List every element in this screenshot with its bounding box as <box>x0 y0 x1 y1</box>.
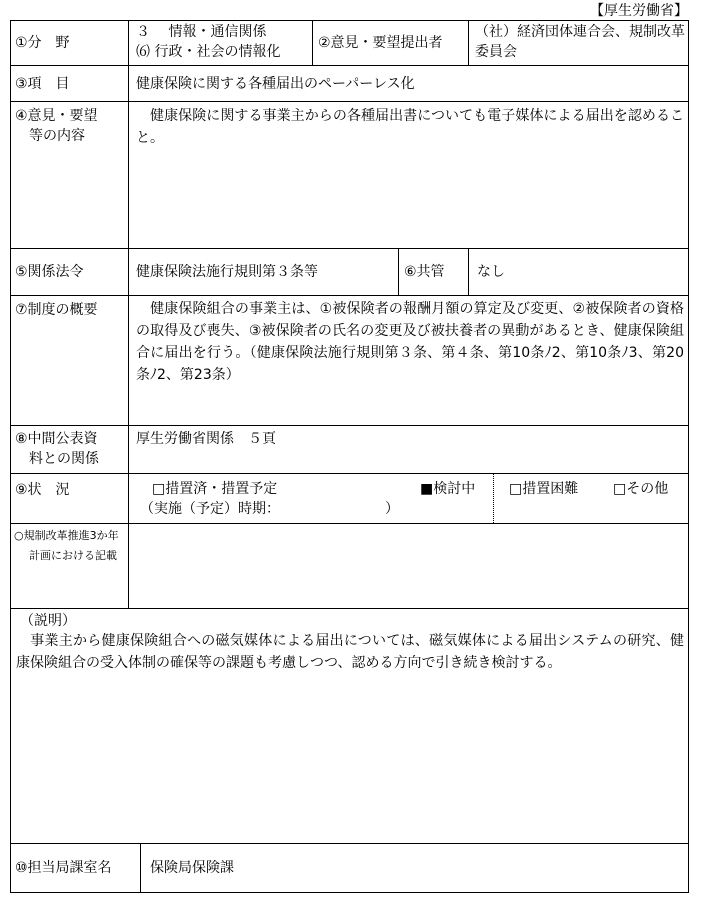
status-label: ⑨状 況 <box>15 482 70 498</box>
col-divider <box>140 843 141 893</box>
item-value: 健康保険に関する各種届出のペーパーレス化 <box>136 76 415 92</box>
system-overview-content: 健康保険組合の事業主は、①被保険者の報酬月額の算定及び変更、②被保険者の資格の取得及び喪失、③被保険者の氏名の変更及び被扶養者の異動があるとき、健康保険組合に届出を行う。（健康保険法施行規則第３条、第４条、第10条ﾉ2、第10条ﾉ3、第20条ﾉ2、第23条） <box>136 301 684 383</box>
system-overview-label: ⑦制度の概要 <box>15 302 98 318</box>
reform-plan-label-line2: 計画における記載 <box>29 549 117 562</box>
row-divider <box>10 65 689 66</box>
row-divider <box>10 523 689 524</box>
submitter-value: （社）経済団体連合会、規制改革委員会 <box>475 24 685 60</box>
row-divider <box>10 843 689 844</box>
interim-report-label-line1: ⑧中間公表資 <box>15 431 98 447</box>
status-option-difficult[interactable]: □措置困難 <box>509 481 579 497</box>
col-divider <box>468 20 469 65</box>
field-value-line1: ３ 情報・通信関係 <box>136 24 267 40</box>
explanation-title: （説明） <box>20 613 76 629</box>
responsible-bureau-value: 保険局保険課 <box>150 860 234 876</box>
field-label: ①分 野 <box>15 35 70 51</box>
row-divider <box>10 248 689 249</box>
reform-plan-label-line1: ○規制改革推進3か年 <box>14 529 119 542</box>
submitter-label: ②意見・要望提出者 <box>318 35 443 51</box>
col-divider <box>128 20 129 608</box>
ministry-label: 【厚生労働省】 <box>590 3 688 19</box>
implementation-schedule: （実施（予定）時期： ） <box>140 501 399 517</box>
row-divider <box>10 608 689 609</box>
related-law-label: ⑤関係法令 <box>15 264 84 280</box>
row-divider <box>10 473 689 474</box>
request-content: 健康保険に関する事業主からの各種届出書についても電子媒体による届出を認めること。 <box>136 108 684 146</box>
item-label: ③項 目 <box>15 76 70 92</box>
request-label-line1: ④意見・要望 <box>15 108 98 124</box>
status-option-other[interactable]: □その他 <box>613 481 669 497</box>
row-divider <box>10 295 689 296</box>
related-law-value: 健康保険法施行規則第３条等 <box>136 264 318 280</box>
status-dotted-divider <box>493 473 494 523</box>
joint-jurisdiction-value: なし <box>477 264 505 280</box>
interim-report-label-line2: 料との関係 <box>29 451 99 467</box>
col-divider <box>312 20 313 65</box>
row-divider <box>10 101 689 102</box>
joint-jurisdiction-label: ⑥共管 <box>404 264 445 280</box>
row-divider <box>10 425 689 426</box>
col-divider <box>468 248 469 295</box>
request-label-line2: 等の内容 <box>29 128 85 144</box>
status-option-done[interactable]: □措置済・措置予定 <box>152 481 278 497</box>
interim-report-value: 厚生労働省関係 ５頁 <box>136 431 276 447</box>
responsible-bureau-label: ⑩担当局課室名 <box>15 860 112 876</box>
explanation-content: 事業主から健康保険組合への磁気媒体による届出については、磁気媒体による届出システムの研究、健康保険組合の受入体制の確保等の課題も考慮しつつ、認める方向で引き続き検討する。 <box>16 633 684 671</box>
form-table <box>10 20 689 893</box>
col-divider <box>398 248 399 295</box>
status-option-reviewing[interactable]: ■検討中 <box>420 481 476 497</box>
field-value-line2: ⑹ 行政・社会の情報化 <box>136 44 281 60</box>
